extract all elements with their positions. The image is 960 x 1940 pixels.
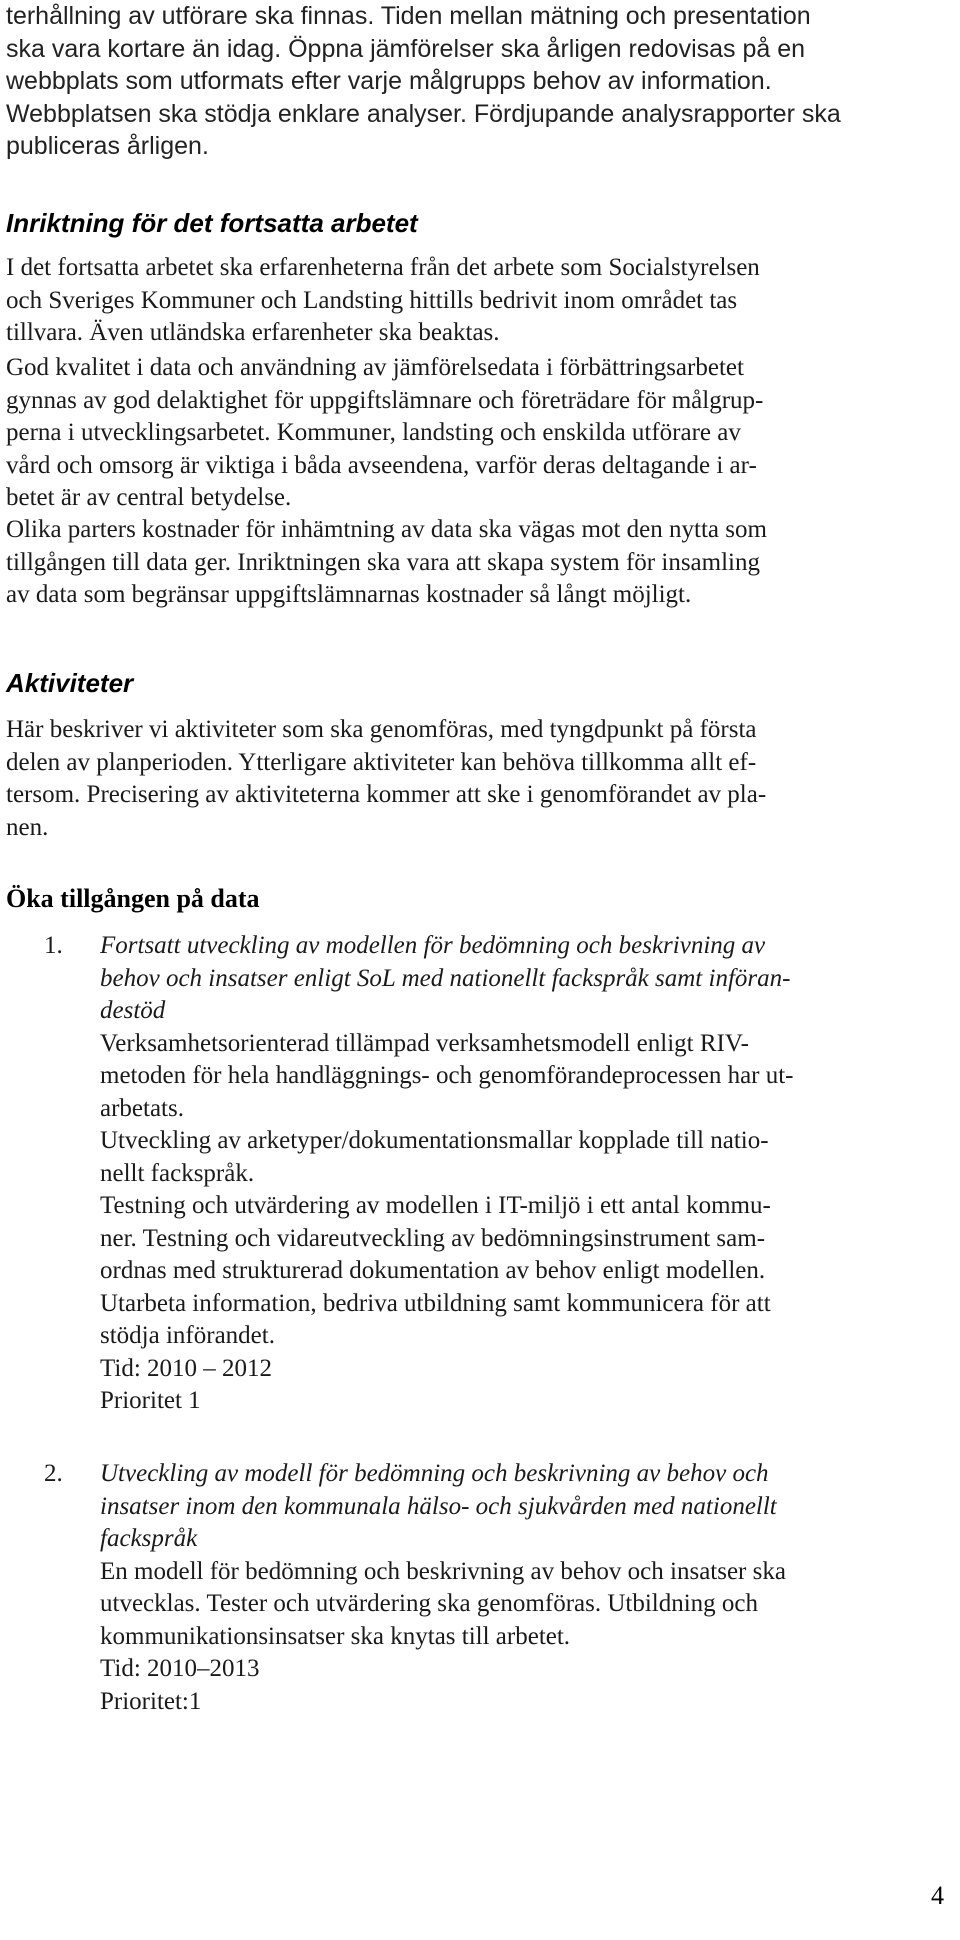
- section-heading-oka-tillgangen: [6, 883, 946, 915]
- text-line: Utveckling av arketyper/dokumentationsmallar kopplade till natio-: [100, 1127, 769, 1154]
- section1-paragraph-3: [6, 514, 946, 612]
- heading-text: Inriktning för det fortsatta arbetet: [6, 208, 418, 238]
- text-line: nen.: [6, 813, 49, 841]
- text-line: En modell för bedömning och beskrivning av behov och insatser ska: [100, 1557, 786, 1585]
- text-line: Fortsatt utveckling av modellen för bedömning och beskrivning av: [100, 932, 766, 959]
- heading-text: Aktiviteter: [6, 668, 134, 698]
- text-line: utvecklas. Tester och utvärdering ska genomföras. Utbildning och: [100, 1590, 759, 1617]
- text-line: Verksamhetsorienterad tillämpad verksamhetsmodell enligt RIV-: [100, 1029, 749, 1057]
- section-heading-inriktning: [6, 207, 946, 239]
- text-line: Testning och utvärdering av modellen i IT-miljö i ett antal kommu-: [100, 1192, 771, 1219]
- text-line: behov och insatser enligt SoL med nationellt fackspråk samt införan-: [100, 964, 791, 992]
- text-line: Utarbeta information, bedriva utbildning samt kommunicera för att: [100, 1289, 771, 1317]
- text-line: Här beskriver vi aktiviteter som ska genomföras, med tyngdpunkt på första: [6, 716, 757, 743]
- text-line: delen av planperioden. Ytterligare aktiviteter kan behöva tillkomma allt ef-: [6, 748, 757, 776]
- text-line: insatser inom den kommunala hälso- och sjukvården med nationellt: [100, 1492, 777, 1520]
- text-line: gynnas av god delaktighet för uppgiftslämnare och företrädare för målgrup-: [6, 386, 764, 414]
- text-line: arbetats.: [100, 1094, 184, 1122]
- page-number: 4: [931, 1881, 944, 1910]
- text-line: Webbplatsen ska stödja enklare analyser. Fördjupande analysrapporter ska: [6, 99, 841, 128]
- list-item-number: 2.: [44, 1460, 63, 1487]
- text-line: fackspråk: [100, 1525, 198, 1552]
- text-line: destöd: [100, 997, 166, 1024]
- text-line: stödja införandet.: [100, 1322, 275, 1349]
- text-line: Olika parters kostnader för inhämtning av data ska vägas mot den nytta som: [6, 516, 767, 543]
- text-line: terhållning av utförare ska finnas. Tiden mellan mätning och presentation: [6, 2, 811, 30]
- list-item-time: Tid: 2010–2013: [100, 1655, 260, 1682]
- section1-paragraph-1: [6, 252, 946, 350]
- text-line: av data som begränsar uppgiftslämnarnas kostnader så långt möjligt.: [6, 581, 692, 608]
- text-line: och Sveriges Kommuner och Landsting hittills bedrivit inom området tas: [6, 286, 738, 314]
- text-line: tillvara. Även utländska erfarenheter ska beaktas.: [6, 319, 500, 346]
- text-line: webbplats som utformats efter varje målgrupps behov av information.: [6, 67, 772, 95]
- text-line: God kvalitet i data och användning av jämförelsedata i förbättringsarbetet: [6, 354, 744, 381]
- list-item: [100, 1458, 945, 1718]
- list-item-time: Tid: 2010 – 2012: [100, 1354, 273, 1382]
- list-item-priority: Prioritet:1: [100, 1687, 202, 1715]
- text-line: Utveckling av modell för bedömning och beskrivning av behov och: [100, 1460, 769, 1487]
- text-line: I det fortsatta arbetet ska erfarenheterna från det arbete som Socialstyrelsen: [6, 254, 760, 281]
- text-line: nellt fackspråk.: [100, 1159, 255, 1187]
- list-item: [100, 930, 945, 1418]
- heading-text: Öka tillgången på data: [6, 884, 260, 913]
- list-item-number: 1.: [44, 932, 63, 959]
- text-line: vård och omsorg är viktiga i båda avseendena, varför deras deltagande i ar-: [6, 451, 757, 479]
- intro-paragraph: [6, 0, 946, 163]
- list-item-body: [100, 1028, 945, 1353]
- text-line: metoden för hela handläggnings- och genomförandeprocessen har ut-: [100, 1062, 794, 1089]
- section2-paragraph-1: [6, 714, 946, 844]
- text-line: ska vara kortare än idag. Öppna jämförelser ska årligen redovisas på en: [6, 34, 806, 63]
- text-line: betet är av central betydelse.: [6, 484, 292, 511]
- text-line: ner. Testning och vidareutveckling av bedömningsinstrument sam-: [100, 1224, 766, 1252]
- list-item-body: [100, 1556, 945, 1654]
- section-heading-aktiviteter: [6, 667, 946, 699]
- text-line: perna i utvecklingsarbetet. Kommuner, landsting och enskilda utförare av: [6, 419, 741, 446]
- list-item-priority: Prioritet 1: [100, 1387, 201, 1414]
- text-line: ordnas med strukturerad dokumentation av behov enligt modellen.: [100, 1257, 766, 1284]
- list-item-title: [100, 930, 945, 1028]
- text-line: publiceras årligen.: [6, 132, 209, 160]
- text-line: tersom. Precisering av aktiviteterna kommer att ske i genomförandet av pla-: [6, 781, 767, 808]
- section1-paragraph-2: [6, 352, 946, 515]
- text-line: kommunikationsinsatser ska knytas till arbetet.: [100, 1622, 571, 1650]
- text-line: tillgången till data ger. Inriktningen ska vara att skapa system för insamling: [6, 548, 760, 576]
- list-item-title: [100, 1458, 945, 1556]
